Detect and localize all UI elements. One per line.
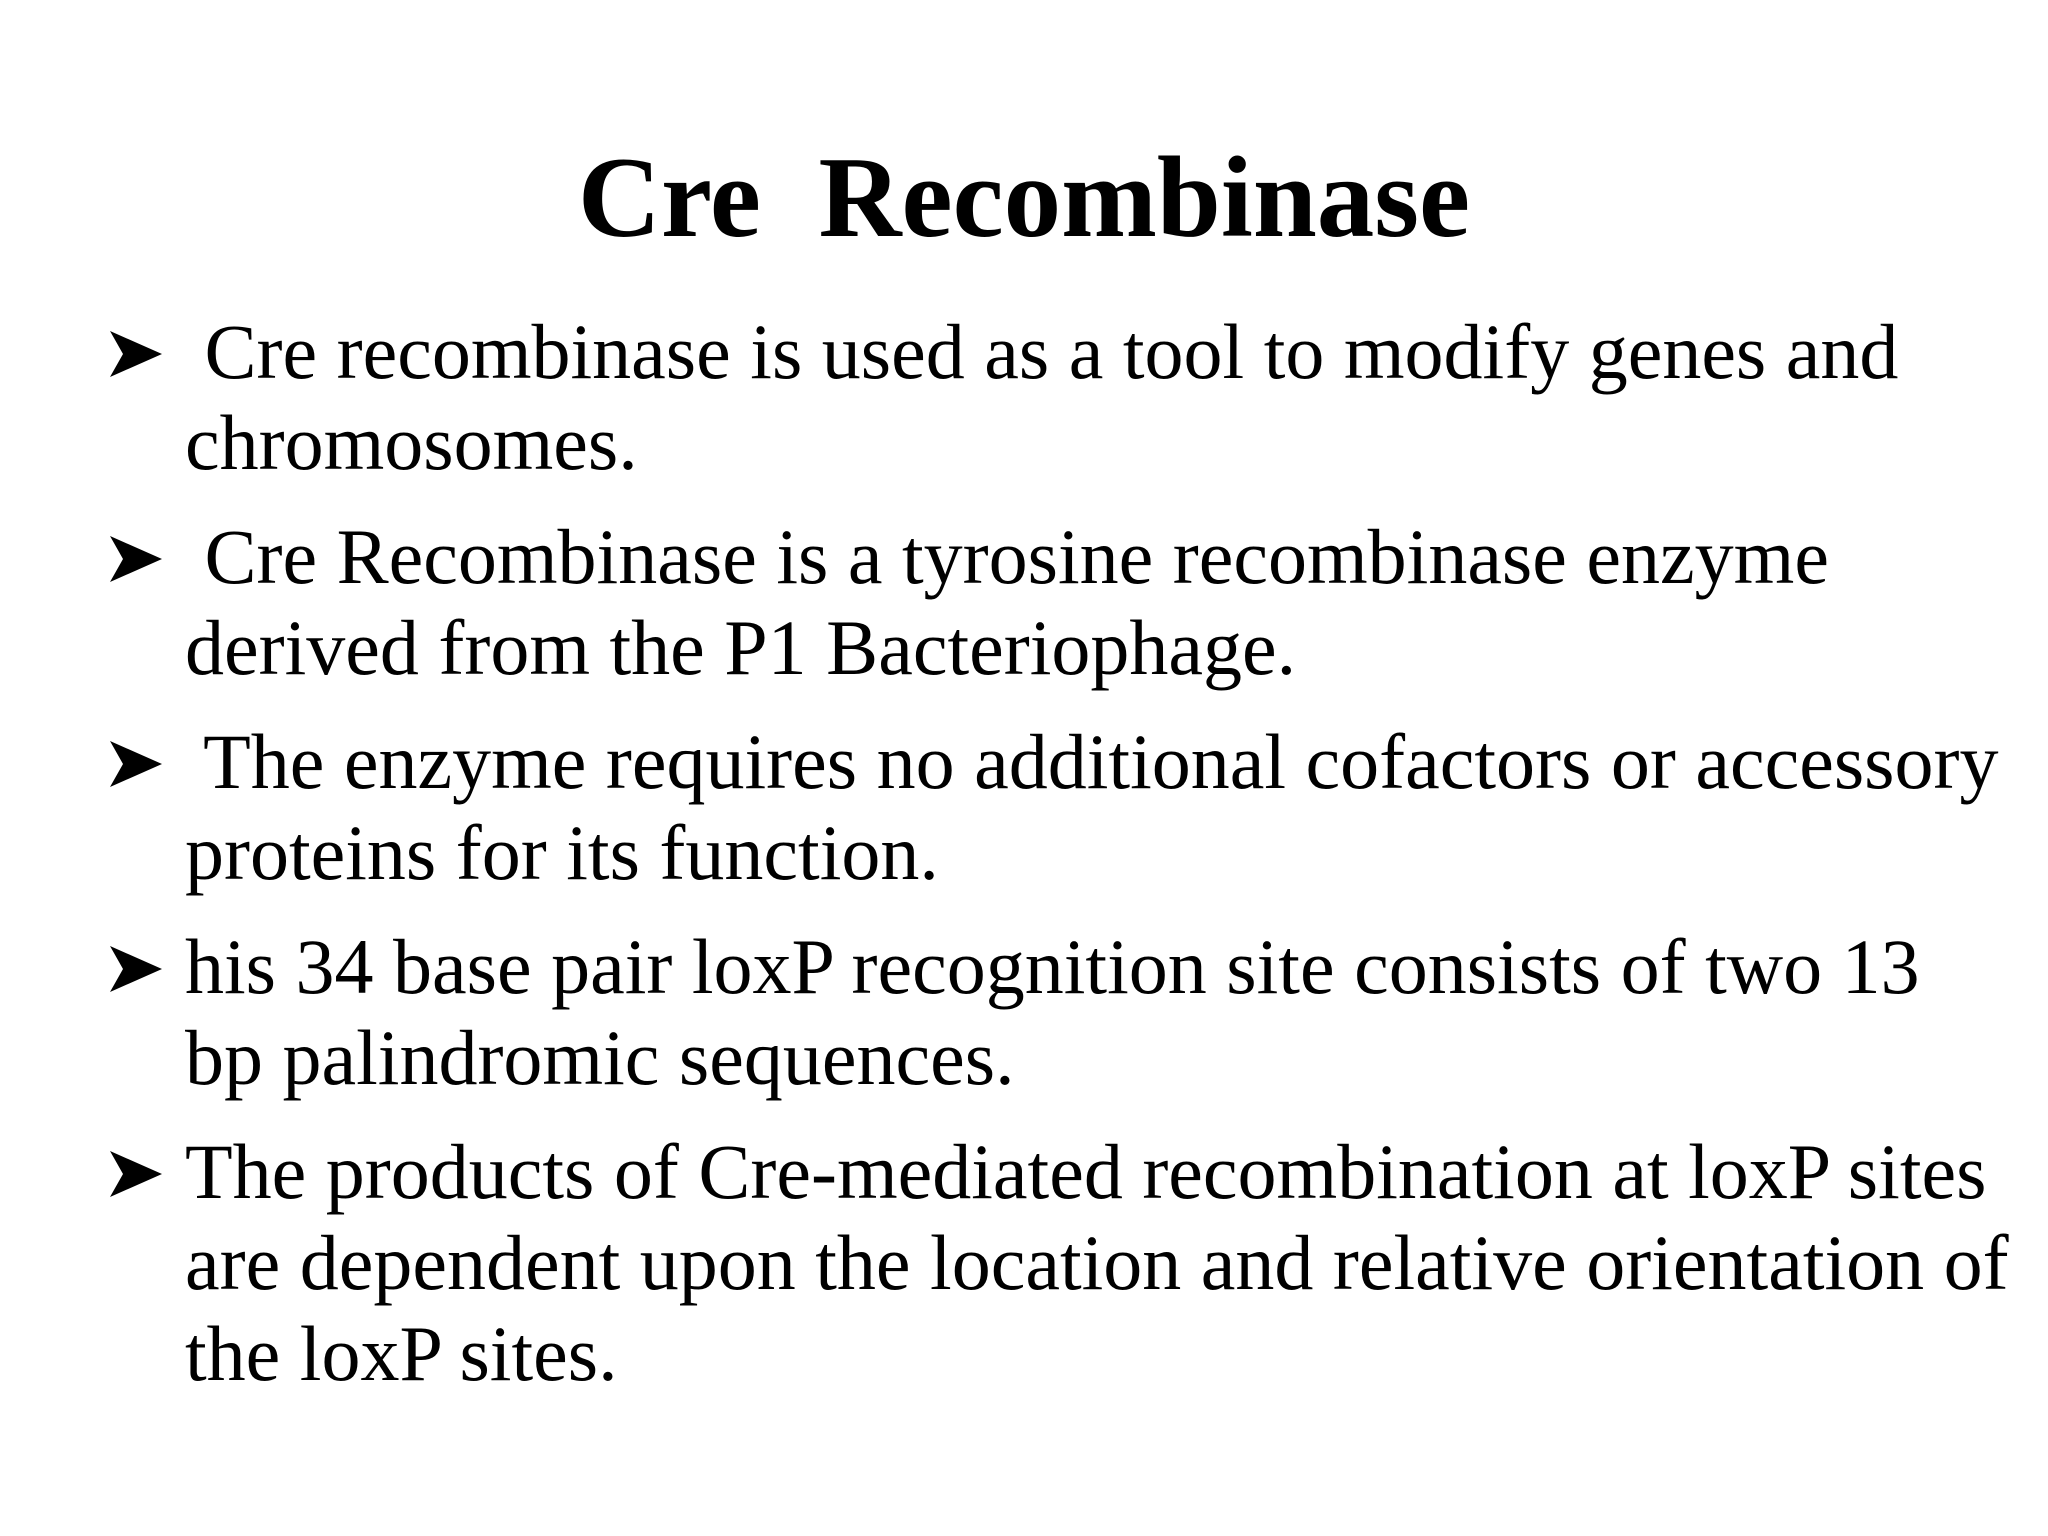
slide-title: Cre Recombinase	[577, 134, 1471, 261]
bullet-item	[110, 306, 2010, 488]
bullet-item	[110, 1126, 2010, 1399]
arrowhead-bullet-icon	[110, 921, 162, 1012]
arrowhead-bullet-icon	[110, 1126, 162, 1217]
bullet-list	[110, 306, 2010, 1422]
arrowhead-bullet-icon	[110, 306, 162, 397]
bullet-text: Cre Recombinase is a tyrosine recombinase enzyme derived from the P1 Bacteriophage.	[185, 513, 1829, 691]
bullet-item	[110, 921, 2010, 1103]
arrowhead-bullet-icon	[110, 511, 162, 602]
bullet-text: his 34 base pair loxP recognition site consists of two 13 bp palindromic sequences.	[185, 923, 1920, 1101]
bullet-item	[110, 716, 2010, 898]
bullet-text: The enzyme requires no additional cofactors or accessory proteins for its function.	[185, 718, 1999, 896]
arrowhead-bullet-icon	[110, 716, 162, 807]
bullet-item	[110, 511, 2010, 693]
bullet-text: The products of Cre-mediated recombination at loxP sites are dependent upon the location and relative orientation of the loxP sites.	[185, 1128, 2009, 1397]
bullet-text: Cre recombinase is used as a tool to modify genes and chromosomes.	[185, 308, 1899, 486]
